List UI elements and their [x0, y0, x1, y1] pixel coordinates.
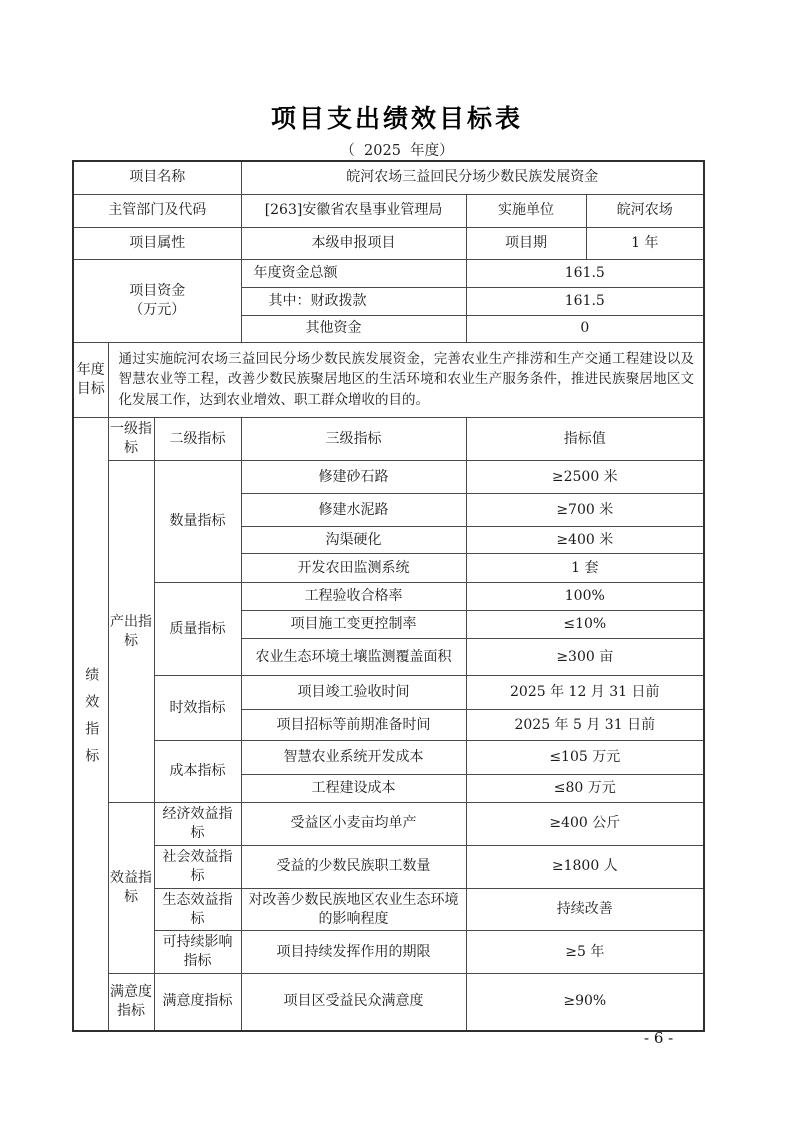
row-fund-total: [73, 259, 704, 287]
indicator-row: [73, 888, 704, 931]
indicator-value-cell: ≥400 公斤: [466, 803, 704, 846]
row-supervisor-dept: [73, 194, 704, 227]
indicator-value-cell: ≥300 亩: [466, 639, 704, 676]
indicator-name-cell: 农业生态环境土壤监测覆盖面积: [241, 639, 466, 676]
header-level1-cell: 一级指标: [108, 418, 154, 461]
row-indicator-header: [73, 418, 704, 461]
indicator-name-cell: 项目招标等前期准备时间: [241, 710, 466, 741]
level2-cost-cell: 成本指标: [154, 741, 241, 803]
supervisor-dept-label-cell: 主管部门及代码: [73, 194, 241, 227]
performance-target-table: [72, 160, 705, 1032]
fund-name-cell: 其中：财政拨款: [241, 287, 466, 315]
indicator-name-cell: 项目施工变更控制率: [241, 611, 466, 639]
indicator-value-cell: ≥90%: [466, 974, 704, 1031]
project-funds-label-cell: [73, 259, 241, 342]
indicator-name-cell: 对改善少数民族地区农业生态环境的影响程度: [241, 888, 466, 931]
row-annual-goal: [73, 342, 704, 418]
indicator-name-cell: 修建砂石路: [241, 461, 466, 494]
level2-social-cell: 社会效益指标: [154, 845, 241, 888]
header-value-cell: 指标值: [466, 418, 704, 461]
row-project-attr: [73, 227, 704, 259]
fund-value-cell: 161.5: [466, 259, 704, 287]
fund-name-cell: 其他资金: [241, 315, 466, 342]
header-level3-cell: 三级指标: [241, 418, 466, 461]
indicator-value-cell: ≥700 米: [466, 494, 704, 527]
annual-goal-label-cell: 年度目标: [73, 342, 108, 418]
indicator-name-cell: 项目持续发挥作用的期限: [241, 931, 466, 974]
project-funds-label-line1: 项目资金: [129, 282, 186, 299]
annual-goal-text-cell: 通过实施皖河农场三益回民分场少数民族发展资金，完善农业生产排涝和生产交通工程建设以及智慧农业等工程，改善少数民族聚居地区的生活环境和农业生产服务条件，推进民族聚居地区文化发展工作，达到农业增效、职工群众增收的目的。: [108, 342, 704, 418]
indicator-name-cell: 开发农田监测系统: [241, 554, 466, 583]
project-attr-value-cell: 本级申报项目: [241, 227, 466, 259]
perf-side-label-cell: [73, 418, 108, 1031]
indicator-name-cell: 项目竣工验收时间: [241, 676, 466, 710]
row-project-name: [73, 161, 704, 194]
indicator-value-cell: 持续改善: [466, 888, 704, 931]
perf-side-label: 绩效指标: [83, 667, 100, 776]
project-name-label-cell: 项目名称: [73, 161, 241, 194]
indicator-name-cell: 工程验收合格率: [241, 583, 466, 611]
impl-unit-label-cell: 实施单位: [466, 194, 586, 227]
header-level2-cell: 二级指标: [154, 418, 241, 461]
indicator-name-cell: 智慧农业系统开发成本: [241, 741, 466, 775]
indicator-value-cell: ≤80 万元: [466, 775, 704, 803]
indicator-row: [73, 676, 704, 710]
level2-time-cell: 时效指标: [154, 676, 241, 741]
indicator-name-cell: 受益的少数民族职工数量: [241, 845, 466, 888]
indicator-value-cell: ≥5 年: [466, 931, 704, 974]
project-period-value-cell: 1 年: [586, 227, 704, 259]
page-number: - 6 -: [644, 1029, 674, 1047]
level2-quantity-cell: 数量指标: [154, 461, 241, 583]
level2-quality-cell: 质量指标: [154, 583, 241, 676]
page-title: 项目支出绩效目标表: [270, 104, 523, 133]
level2-ecological-cell: 生态效益指标: [154, 888, 241, 931]
indicator-name-cell: 受益区小麦亩均单产: [241, 803, 466, 846]
indicator-row: [73, 803, 704, 846]
indicator-row: [73, 583, 704, 611]
level2-sustain-cell: 可持续影响指标: [154, 931, 241, 974]
fund-name-cell: 年度资金总额: [241, 259, 466, 287]
supervisor-dept-value-cell: [263]安徽省农垦事业管理局: [241, 194, 466, 227]
level1-benefit-cell: 效益指标: [108, 803, 154, 974]
fund-value-cell: 0: [466, 315, 704, 342]
indicator-name-cell: 工程建设成本: [241, 775, 466, 803]
impl-unit-value-cell: 皖河农场: [586, 194, 704, 227]
project-period-label-cell: 项目期: [466, 227, 586, 259]
fund-value-cell: 161.5: [466, 287, 704, 315]
indicator-value-cell: ≥2500 米: [466, 461, 704, 494]
indicator-row: [73, 741, 704, 775]
project-name-value-cell: 皖河农场三益回民分场少数民族发展资金: [241, 161, 704, 194]
indicator-row: [73, 845, 704, 888]
indicator-value-cell: 100%: [466, 583, 704, 611]
indicator-name-cell: 修建水泥路: [241, 494, 466, 527]
indicator-name-cell: 项目区受益民众满意度: [241, 974, 466, 1031]
project-funds-label-line2: （万元）: [129, 301, 186, 318]
level1-output-cell: 产出指标: [108, 461, 154, 803]
level2-economic-cell: 经济效益指标: [154, 803, 241, 846]
page-subtitle: （ 2025 年度）: [340, 143, 454, 159]
indicator-row: [73, 461, 704, 494]
indicator-value-cell: ≤10%: [466, 611, 704, 639]
indicator-row: [73, 974, 704, 1031]
project-attr-label-cell: 项目属性: [73, 227, 241, 259]
indicator-name-cell: 沟渠硬化: [241, 527, 466, 554]
indicator-value-cell: 1 套: [466, 554, 704, 583]
indicator-value-cell: 2025 年 12 月 31 日前: [466, 676, 704, 710]
indicator-value-cell: ≥400 米: [466, 527, 704, 554]
indicator-value-cell: 2025 年 5 月 31 日前: [466, 710, 704, 741]
level2-satisfaction-cell: 满意度指标: [154, 974, 241, 1031]
indicator-row: [73, 931, 704, 974]
level1-satisfaction-cell: 满意度指标: [108, 974, 154, 1031]
indicator-value-cell: ≥1800 人: [466, 845, 704, 888]
indicator-value-cell: ≤105 万元: [466, 741, 704, 775]
